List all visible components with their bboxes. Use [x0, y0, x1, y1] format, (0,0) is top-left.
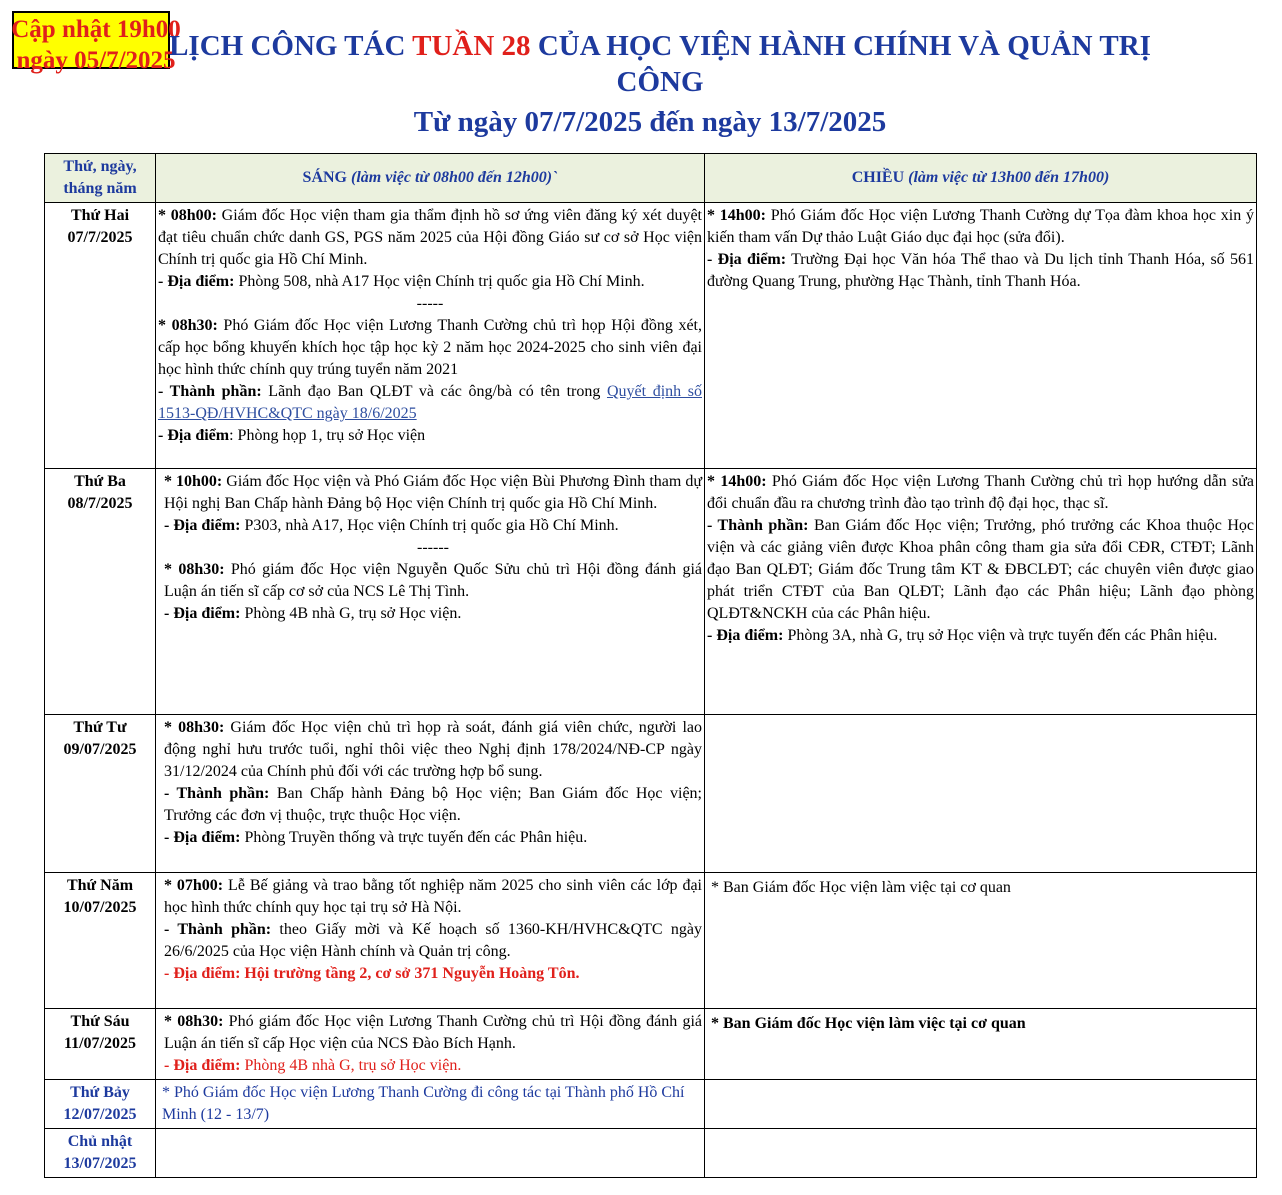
- event-location: [158, 271, 702, 293]
- morning-cell: [156, 1129, 705, 1178]
- table-row: [45, 1009, 1257, 1080]
- day-date: 08/7/2025: [67, 495, 133, 512]
- event-text: Giám đốc Học viện tham gia thẩm định hồ sơ ứng viên đăng ký xét duyệt đạt tiêu chuẩn chức danh GS, PGS năm 2025 của Hội đồng Giáo sư cơ sở Học viện Chính trị quốc gia Hồ Chí Minh.: [158, 207, 702, 268]
- event-participants: [164, 919, 702, 963]
- location-text: Phòng 4B nhà G, trụ sở Học viện.: [240, 605, 462, 622]
- event-text: Phó Giám đốc Học viện Lương Thanh Cường chủ trì họp Hội đồng xét, cấp học bổng khuyến khích học tập học kỳ 2 năm học 2024-2025 cho sinh viên đại học hình thức chính quy trúng tuyển năm 2021: [158, 317, 702, 378]
- location-label: - Địa điểm: [158, 427, 230, 444]
- morning-cell: [156, 873, 705, 1009]
- morning-cell: [156, 715, 705, 873]
- day-name: Thứ Sáu: [70, 1013, 130, 1030]
- location-label: - Địa điểm:: [707, 627, 784, 644]
- event-text: Giám đốc Học viện và Phó Giám đốc Học viện Bùi Phương Đình tham dự Hội nghị Ban Chấp hành Đảng bộ Học viện Chính trị quốc gia Hồ Chí Minh.: [164, 473, 702, 512]
- afternoon-cell: [705, 1129, 1257, 1178]
- location-text: Phòng 4B nhà G, trụ sở Học viện.: [240, 1057, 462, 1074]
- afternoon-cell: [705, 873, 1257, 1009]
- header-afternoon-label: CHIỀU: [851, 169, 905, 186]
- participants-text: Lãnh đạo Ban QLĐT và các ông/bà có tên trong: [261, 383, 607, 400]
- event-location: [164, 1055, 702, 1077]
- date-range: Từ ngày 07/7/2025 đến ngày 13/7/2025: [413, 106, 887, 138]
- event-text: Phó Giám đốc Học viện Lương Thanh Cường chủ trì họp hướng dẫn sửa đổi chuẩn đầu ra chương trình đào tạo trình độ đại học, thạc sĩ.: [707, 473, 1254, 512]
- event-item: [164, 875, 702, 919]
- event-time: * 14h00:: [707, 207, 766, 224]
- event-participants: [158, 381, 702, 425]
- location-text: Phòng Truyền thống và trực tuyến đến các Phân hiệu.: [240, 829, 588, 846]
- location-text: Phòng 508, nhà A17 Học viện Chính trị quốc gia Hồ Chí Minh.: [234, 273, 645, 290]
- day-date: 12/07/2025: [63, 1106, 137, 1123]
- participants-label: - Thành phần:: [164, 921, 272, 938]
- event-item: * Phó Giám đốc Học viện Lương Thanh Cường đi công tác tại Thành phố Hồ Chí Minh (12 - 13/7): [162, 1084, 685, 1123]
- table-row: [45, 1129, 1257, 1178]
- location-label: - Địa điểm:: [164, 517, 241, 534]
- event-time: * 08h30:: [164, 719, 225, 736]
- event-location: [164, 603, 702, 625]
- participants-label: - Thành phần:: [158, 383, 262, 400]
- day-cell: [45, 1080, 156, 1129]
- day-cell: [45, 1009, 156, 1080]
- afternoon-cell: [705, 715, 1257, 873]
- event-location: - Địa điểm: Hội trường tầng 2, cơ sở 371 Nguyễn Hoàng Tôn.: [164, 965, 580, 982]
- event-location: [707, 625, 1254, 647]
- event-text: Phó Giám đốc Học viện Lương Thanh Cường dự Tọa đàm khoa học xin ý kiến tham vấn Dự thảo Luật Giáo dục đại học (sửa đổi).: [707, 207, 1254, 246]
- separator: ------: [417, 539, 449, 556]
- event-text: Phó giám đốc Học viện Lương Thanh Cường chủ trì Hội đồng đánh giá Luận án tiến sĩ cấp Học viện của NCS Đào Bích Hạnh.: [164, 1013, 702, 1052]
- event-time: * 08h00:: [158, 207, 217, 224]
- event-location: [164, 515, 702, 537]
- day-name: Thứ Tư: [73, 719, 127, 736]
- title-rest: CỦA HỌC VIỆN HÀNH CHÍNH VÀ QUẢN TRỊ CÔNG: [530, 30, 1151, 98]
- event-location: [707, 249, 1254, 293]
- location-text: Trường Đại học Văn hóa Thể thao và Du lịch tỉnh Thanh Hóa, số 561 đường Quang Trung, phường Hạc Thành, tỉnh Thanh Hóa.: [707, 251, 1254, 290]
- table-row: [45, 1080, 1257, 1129]
- table-row: [45, 715, 1257, 873]
- event-item: [164, 471, 702, 515]
- event-time: * 08h30:: [164, 1013, 224, 1030]
- location-label: - Địa điểm:: [164, 829, 241, 846]
- event-item: [707, 205, 1254, 249]
- title-lead: LỊCH CÔNG TÁC: [169, 30, 413, 62]
- day-date: 13/07/2025: [63, 1155, 137, 1172]
- event-text: Lễ Bế giảng và trao bằng tốt nghiệp năm 2025 cho sinh viên các lớp đại học hình thức chính quy học tại trụ sở Hà Nội.: [164, 877, 702, 916]
- location-label: - Địa điểm:: [164, 605, 241, 622]
- afternoon-cell: [705, 469, 1257, 715]
- table-row: [45, 469, 1257, 715]
- event-participants: [164, 783, 702, 827]
- afternoon-cell: [705, 203, 1257, 469]
- location-label: - Địa điểm:: [707, 251, 787, 268]
- day-date: 09/07/2025: [63, 741, 137, 758]
- morning-cell: [156, 469, 705, 715]
- event-time: * 08h30:: [164, 561, 225, 578]
- event-text: Phó giám đốc Học viện Nguyễn Quốc Sửu chủ trì Hội đồng đánh giá Luận án tiến sĩ cấp cơ sở của NCS Lê Thị Tình.: [164, 561, 702, 600]
- table-row: [45, 203, 1257, 469]
- title-week: TUẦN 28: [412, 30, 531, 62]
- event-participants: [707, 515, 1254, 625]
- morning-cell: [156, 1080, 705, 1129]
- day-name: Thứ Hai: [70, 207, 130, 224]
- decision-link[interactable]: Quyết định số 1513-QĐ/HVHC&QTC ngày 18/6/2025: [158, 383, 702, 422]
- participants-text: theo Giấy mời và Kế hoạch số 1360-KH/HVHC&QTC ngày 26/6/2025 của Học viện Hành chính và Quản trị công.: [164, 921, 702, 960]
- day-cell: [45, 1129, 156, 1178]
- location-text: Phòng 3A, nhà G, trụ sở Học viện và trực tuyến đến các Phân hiệu.: [783, 627, 1218, 644]
- day-cell: [45, 715, 156, 873]
- morning-cell: [156, 1009, 705, 1080]
- afternoon-cell: [705, 1080, 1257, 1129]
- event-item: * Ban Giám đốc Học viện làm việc tại cơ quan: [707, 1015, 1026, 1032]
- header-row: [45, 154, 1257, 203]
- day-date: 11/07/2025: [63, 1035, 136, 1052]
- day-name: Chủ nhật: [67, 1133, 133, 1150]
- event-item: [164, 1011, 702, 1055]
- page-title: [160, 28, 1160, 100]
- event-location: [164, 827, 702, 849]
- event-time: * 08h30:: [158, 317, 218, 334]
- day-name: Thứ Ba: [74, 473, 126, 490]
- location-text: P303, nhà A17, Học viện Chính trị quốc gia Hồ Chí Minh.: [240, 517, 619, 534]
- participants-text: Ban Giám đốc Học viện; Trưởng, phó trưởng các Khoa thuộc Học viện và các giảng viên được Khoa phân công tham gia sửa đổi CĐR, CTĐT; Lãnh đạo Ban QLĐT; Giám đốc Trung tâm KT & ĐBCLĐT; các chuyên viên được giao phát triển CTĐT của Ban QLĐT; Lãnh đạo các Phân hiệu; Lãnh đạo phòng QLĐT&NCKH của các Phân hiệu.: [707, 517, 1254, 622]
- event-time: * 07h00:: [164, 877, 224, 894]
- location-label: - Địa điểm:: [158, 273, 235, 290]
- header-afternoon: [705, 154, 1257, 203]
- event-text: Giám đốc Học viện chủ trì họp rà soát, đánh giá viên chức, người lao động nghỉ hưu trước tuổi, nghỉ thôi việc theo Nghị định 178/2024/NĐ-CP ngày 31/12/2024 của Chính phủ đối với các trường hợp bổ sung.: [164, 719, 702, 780]
- location-label: - Địa điểm:: [164, 1057, 241, 1074]
- day-date: 10/07/2025: [63, 899, 137, 916]
- day-cell: [45, 203, 156, 469]
- header-afternoon-note: (làm việc từ 13h00 đến 17h00): [908, 169, 1110, 186]
- morning-cell: [156, 203, 705, 469]
- event-item: [158, 205, 702, 271]
- location-text: : Phòng họp 1, trụ sở Học viện: [229, 427, 426, 444]
- header-morning-label: SÁNG: [302, 169, 347, 186]
- afternoon-cell: [705, 1009, 1257, 1080]
- event-item: [158, 315, 702, 381]
- table-row: [45, 873, 1257, 1009]
- event-item: [707, 471, 1254, 515]
- event-item: [164, 559, 702, 603]
- day-name: Thứ Năm: [66, 877, 134, 894]
- header-morning: [156, 154, 705, 203]
- day-cell: [45, 469, 156, 715]
- day-cell: [45, 873, 156, 1009]
- event-location: [158, 425, 702, 447]
- participants-label: - Thành phần:: [164, 785, 270, 802]
- schedule-table: [44, 153, 1257, 1178]
- participants-label: - Thành phần:: [707, 517, 809, 534]
- update-badge: Cập nhật 19h00 ngày 05/7/2025: [11, 16, 181, 74]
- participants-text: Ban Chấp hành Đảng bộ Học viện; Ban Giám đốc Học viện; Trưởng các đơn vị thuộc, trực thuộc Học viện.: [164, 785, 702, 824]
- event-time: * 14h00:: [707, 473, 767, 490]
- header-day: Thứ, ngày, tháng năm: [45, 154, 156, 203]
- event-item: [164, 717, 702, 783]
- day-date: 07/7/2025: [67, 229, 133, 246]
- event-time: * 10h00:: [164, 473, 223, 490]
- header-morning-note: (làm việc từ 08h00 đến 12h00)`: [351, 169, 558, 186]
- event-item: * Ban Giám đốc Học viện làm việc tại cơ quan: [707, 879, 1011, 896]
- separator: -----: [416, 295, 444, 312]
- day-name: Thứ Bảy: [70, 1084, 130, 1101]
